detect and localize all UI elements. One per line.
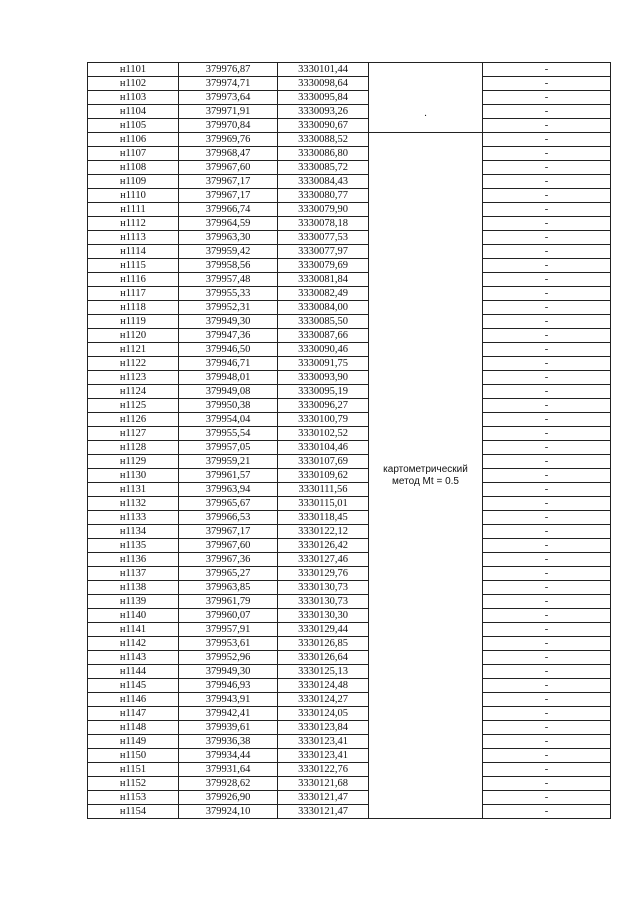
x-coordinate-cell: 379924,10	[179, 805, 278, 819]
note-cell: -	[483, 595, 611, 609]
y-coordinate-cell: 3330129,44	[278, 623, 369, 637]
x-coordinate-cell: 379934,44	[179, 749, 278, 763]
y-coordinate-cell: 3330090,46	[278, 343, 369, 357]
note-cell: -	[483, 609, 611, 623]
x-coordinate-cell: 379976,87	[179, 63, 278, 77]
point-id-cell: н1128	[88, 441, 179, 455]
x-coordinate-cell: 379971,91	[179, 105, 278, 119]
x-coordinate-cell: 379964,59	[179, 217, 278, 231]
note-cell: -	[483, 665, 611, 679]
table-row	[88, 427, 611, 441]
point-id-cell: н1125	[88, 399, 179, 413]
table-row	[88, 385, 611, 399]
point-id-cell: н1138	[88, 581, 179, 595]
x-coordinate-cell: 379954,04	[179, 413, 278, 427]
x-coordinate-cell: 379955,54	[179, 427, 278, 441]
stray-mark: ·	[423, 111, 428, 122]
x-coordinate-cell: 379969,76	[179, 133, 278, 147]
x-coordinate-cell: 379963,85	[179, 581, 278, 595]
x-coordinate-cell: 379974,71	[179, 77, 278, 91]
x-coordinate-cell: 379965,67	[179, 497, 278, 511]
point-id-cell: н1108	[88, 161, 179, 175]
y-coordinate-cell: 3330082,49	[278, 287, 369, 301]
y-coordinate-cell: 3330124,48	[278, 679, 369, 693]
coordinates-table	[87, 62, 611, 819]
point-id-cell: н1150	[88, 749, 179, 763]
note-cell: -	[483, 315, 611, 329]
table-row	[88, 469, 611, 483]
table-row	[88, 483, 611, 497]
table-row	[88, 231, 611, 245]
point-id-cell: н1140	[88, 609, 179, 623]
table-row	[88, 119, 611, 133]
note-cell: -	[483, 413, 611, 427]
y-coordinate-cell: 3330085,50	[278, 315, 369, 329]
point-id-cell: н1109	[88, 175, 179, 189]
y-coordinate-cell: 3330096,27	[278, 399, 369, 413]
note-cell: -	[483, 791, 611, 805]
table-row	[88, 567, 611, 581]
point-id-cell: н1110	[88, 189, 179, 203]
x-coordinate-cell: 379957,48	[179, 273, 278, 287]
point-id-cell: н1147	[88, 707, 179, 721]
note-cell: -	[483, 203, 611, 217]
table-row	[88, 637, 611, 651]
coordinates-table-body	[88, 63, 611, 819]
point-id-cell: н1152	[88, 777, 179, 791]
x-coordinate-cell: 379931,64	[179, 763, 278, 777]
point-id-cell: н1117	[88, 287, 179, 301]
point-id-cell: н1127	[88, 427, 179, 441]
note-cell: -	[483, 553, 611, 567]
point-id-cell: н1102	[88, 77, 179, 91]
note-cell: -	[483, 567, 611, 581]
table-row	[88, 455, 611, 469]
y-coordinate-cell: 3330130,73	[278, 595, 369, 609]
note-cell: -	[483, 273, 611, 287]
note-cell: -	[483, 259, 611, 273]
note-cell: -	[483, 539, 611, 553]
note-cell: -	[483, 679, 611, 693]
y-coordinate-cell: 3330125,13	[278, 665, 369, 679]
y-coordinate-cell: 3330102,52	[278, 427, 369, 441]
note-cell: -	[483, 511, 611, 525]
table-row	[88, 525, 611, 539]
point-id-cell: н1137	[88, 567, 179, 581]
x-coordinate-cell: 379952,96	[179, 651, 278, 665]
x-coordinate-cell: 379966,74	[179, 203, 278, 217]
table-row	[88, 413, 611, 427]
table-row	[88, 735, 611, 749]
y-coordinate-cell: 3330127,46	[278, 553, 369, 567]
x-coordinate-cell: 379928,62	[179, 777, 278, 791]
table-row	[88, 371, 611, 385]
note-cell: -	[483, 455, 611, 469]
y-coordinate-cell: 3330124,27	[278, 693, 369, 707]
y-coordinate-cell: 3330101,44	[278, 63, 369, 77]
note-cell: -	[483, 105, 611, 119]
table-row	[88, 77, 611, 91]
x-coordinate-cell: 379959,21	[179, 455, 278, 469]
note-cell: -	[483, 805, 611, 819]
note-cell: -	[483, 735, 611, 749]
table-row	[88, 623, 611, 637]
table-row	[88, 553, 611, 567]
table-row	[88, 791, 611, 805]
x-coordinate-cell: 379961,79	[179, 595, 278, 609]
y-coordinate-cell: 3330095,19	[278, 385, 369, 399]
point-id-cell: н1145	[88, 679, 179, 693]
x-coordinate-cell: 379967,17	[179, 525, 278, 539]
table-row	[88, 805, 611, 819]
point-id-cell: н1135	[88, 539, 179, 553]
y-coordinate-cell: 3330090,67	[278, 119, 369, 133]
y-coordinate-cell: 3330123,41	[278, 749, 369, 763]
y-coordinate-cell: 3330077,53	[278, 231, 369, 245]
x-coordinate-cell: 379967,60	[179, 539, 278, 553]
table-row	[88, 721, 611, 735]
y-coordinate-cell: 3330121,47	[278, 805, 369, 819]
y-coordinate-cell: 3330080,77	[278, 189, 369, 203]
note-cell: -	[483, 623, 611, 637]
point-id-cell: н1146	[88, 693, 179, 707]
point-id-cell: н1122	[88, 357, 179, 371]
note-cell: -	[483, 469, 611, 483]
table-row	[88, 301, 611, 315]
x-coordinate-cell: 379959,42	[179, 245, 278, 259]
point-id-cell: н1144	[88, 665, 179, 679]
table-row	[88, 245, 611, 259]
x-coordinate-cell: 379948,01	[179, 371, 278, 385]
note-cell: -	[483, 217, 611, 231]
point-id-cell: н1143	[88, 651, 179, 665]
x-coordinate-cell: 379947,36	[179, 329, 278, 343]
point-id-cell: н1121	[88, 343, 179, 357]
y-coordinate-cell: 3330111,56	[278, 483, 369, 497]
x-coordinate-cell: 379952,31	[179, 301, 278, 315]
note-cell: -	[483, 343, 611, 357]
method-cell-upper	[369, 63, 483, 133]
y-coordinate-cell: 3330077,97	[278, 245, 369, 259]
y-coordinate-cell: 3330129,76	[278, 567, 369, 581]
table-row	[88, 287, 611, 301]
note-cell: -	[483, 175, 611, 189]
point-id-cell: н1114	[88, 245, 179, 259]
table-row	[88, 693, 611, 707]
note-cell: -	[483, 581, 611, 595]
point-id-cell: н1116	[88, 273, 179, 287]
point-id-cell: н1129	[88, 455, 179, 469]
x-coordinate-cell: 379967,36	[179, 553, 278, 567]
x-coordinate-cell: 379943,91	[179, 693, 278, 707]
y-coordinate-cell: 3330126,64	[278, 651, 369, 665]
y-coordinate-cell: 3330115,01	[278, 497, 369, 511]
note-cell: -	[483, 777, 611, 791]
y-coordinate-cell: 3330084,00	[278, 301, 369, 315]
x-coordinate-cell: 379958,56	[179, 259, 278, 273]
table-row	[88, 329, 611, 343]
table-row	[88, 273, 611, 287]
table-row	[88, 147, 611, 161]
table-row	[88, 609, 611, 623]
x-coordinate-cell: 379960,07	[179, 609, 278, 623]
table-row	[88, 91, 611, 105]
x-coordinate-cell: 379967,17	[179, 175, 278, 189]
y-coordinate-cell: 3330122,76	[278, 763, 369, 777]
point-id-cell: н1111	[88, 203, 179, 217]
y-coordinate-cell: 3330078,18	[278, 217, 369, 231]
y-coordinate-cell: 3330118,45	[278, 511, 369, 525]
note-cell: -	[483, 245, 611, 259]
x-coordinate-cell: 379946,50	[179, 343, 278, 357]
x-coordinate-cell: 379949,08	[179, 385, 278, 399]
table-row	[88, 497, 611, 511]
note-cell: -	[483, 189, 611, 203]
y-coordinate-cell: 3330124,05	[278, 707, 369, 721]
table-row	[88, 343, 611, 357]
point-id-cell: н1112	[88, 217, 179, 231]
table-row	[88, 595, 611, 609]
y-coordinate-cell: 3330091,75	[278, 357, 369, 371]
note-cell: -	[483, 707, 611, 721]
x-coordinate-cell: 379926,90	[179, 791, 278, 805]
point-id-cell: н1139	[88, 595, 179, 609]
y-coordinate-cell: 3330121,68	[278, 777, 369, 791]
y-coordinate-cell: 3330095,84	[278, 91, 369, 105]
y-coordinate-cell: 3330126,85	[278, 637, 369, 651]
method-cell: картометрический метод Mt = 0.5	[369, 133, 483, 819]
note-cell: -	[483, 763, 611, 777]
point-id-cell: н1132	[88, 497, 179, 511]
table-row	[88, 539, 611, 553]
x-coordinate-cell: 379946,71	[179, 357, 278, 371]
point-id-cell: н1141	[88, 623, 179, 637]
note-cell: -	[483, 231, 611, 245]
table-row	[88, 777, 611, 791]
x-coordinate-cell: 379936,38	[179, 735, 278, 749]
note-cell: -	[483, 301, 611, 315]
x-coordinate-cell: 379961,57	[179, 469, 278, 483]
point-id-cell: н1105	[88, 119, 179, 133]
point-id-cell: н1104	[88, 105, 179, 119]
table-row	[88, 175, 611, 189]
table-row	[88, 665, 611, 679]
x-coordinate-cell: 379953,61	[179, 637, 278, 651]
note-cell: -	[483, 371, 611, 385]
y-coordinate-cell: 3330130,30	[278, 609, 369, 623]
point-id-cell: н1113	[88, 231, 179, 245]
point-id-cell: н1115	[88, 259, 179, 273]
point-id-cell: н1149	[88, 735, 179, 749]
x-coordinate-cell: 379968,47	[179, 147, 278, 161]
y-coordinate-cell: 3330084,43	[278, 175, 369, 189]
table-row	[88, 63, 611, 77]
y-coordinate-cell: 3330123,84	[278, 721, 369, 735]
table-row	[88, 441, 611, 455]
x-coordinate-cell: 379973,64	[179, 91, 278, 105]
x-coordinate-cell: 379970,84	[179, 119, 278, 133]
note-cell: -	[483, 357, 611, 371]
table-row	[88, 679, 611, 693]
note-cell: -	[483, 427, 611, 441]
note-cell: -	[483, 385, 611, 399]
point-id-cell: н1107	[88, 147, 179, 161]
note-cell: -	[483, 525, 611, 539]
table-row	[88, 581, 611, 595]
point-id-cell: н1130	[88, 469, 179, 483]
y-coordinate-cell: 3330079,90	[278, 203, 369, 217]
y-coordinate-cell: 3330123,41	[278, 735, 369, 749]
note-cell: -	[483, 651, 611, 665]
x-coordinate-cell: 379963,30	[179, 231, 278, 245]
y-coordinate-cell: 3330081,84	[278, 273, 369, 287]
table-row	[88, 133, 611, 147]
point-id-cell: н1154	[88, 805, 179, 819]
point-id-cell: н1136	[88, 553, 179, 567]
note-cell: -	[483, 147, 611, 161]
point-id-cell: н1123	[88, 371, 179, 385]
x-coordinate-cell: 379963,94	[179, 483, 278, 497]
y-coordinate-cell: 3330121,47	[278, 791, 369, 805]
x-coordinate-cell: 379942,41	[179, 707, 278, 721]
point-id-cell: н1120	[88, 329, 179, 343]
point-id-cell: н1124	[88, 385, 179, 399]
x-coordinate-cell: 379939,61	[179, 721, 278, 735]
y-coordinate-cell: 3330098,64	[278, 77, 369, 91]
y-coordinate-cell: 3330122,12	[278, 525, 369, 539]
point-id-cell: н1148	[88, 721, 179, 735]
y-coordinate-cell: 3330107,69	[278, 455, 369, 469]
table-row	[88, 707, 611, 721]
table-row	[88, 315, 611, 329]
y-coordinate-cell: 3330126,42	[278, 539, 369, 553]
note-cell: -	[483, 399, 611, 413]
y-coordinate-cell: 3330104,46	[278, 441, 369, 455]
point-id-cell: н1131	[88, 483, 179, 497]
note-cell: -	[483, 441, 611, 455]
table-row	[88, 203, 611, 217]
x-coordinate-cell: 379967,60	[179, 161, 278, 175]
point-id-cell: н1118	[88, 301, 179, 315]
table-row	[88, 357, 611, 371]
table-row	[88, 161, 611, 175]
x-coordinate-cell: 379949,30	[179, 665, 278, 679]
note-cell: -	[483, 483, 611, 497]
note-cell: -	[483, 749, 611, 763]
point-id-cell: н1134	[88, 525, 179, 539]
x-coordinate-cell: 379957,91	[179, 623, 278, 637]
point-id-cell: н1153	[88, 791, 179, 805]
note-cell: -	[483, 693, 611, 707]
y-coordinate-cell: 3330088,52	[278, 133, 369, 147]
point-id-cell: н1119	[88, 315, 179, 329]
x-coordinate-cell: 379946,93	[179, 679, 278, 693]
y-coordinate-cell: 3330100,79	[278, 413, 369, 427]
note-cell: -	[483, 133, 611, 147]
x-coordinate-cell: 379967,17	[179, 189, 278, 203]
x-coordinate-cell: 379949,30	[179, 315, 278, 329]
point-id-cell: н1142	[88, 637, 179, 651]
y-coordinate-cell: 3330109,62	[278, 469, 369, 483]
y-coordinate-cell: 3330093,90	[278, 371, 369, 385]
point-id-cell: н1133	[88, 511, 179, 525]
point-id-cell: н1151	[88, 763, 179, 777]
point-id-cell: н1101	[88, 63, 179, 77]
note-cell: -	[483, 77, 611, 91]
note-cell: -	[483, 329, 611, 343]
x-coordinate-cell: 379950,38	[179, 399, 278, 413]
x-coordinate-cell: 379966,53	[179, 511, 278, 525]
y-coordinate-cell: 3330085,72	[278, 161, 369, 175]
y-coordinate-cell: 3330087,66	[278, 329, 369, 343]
note-cell: -	[483, 721, 611, 735]
point-id-cell: н1106	[88, 133, 179, 147]
table-row	[88, 105, 611, 119]
table-row	[88, 511, 611, 525]
x-coordinate-cell: 379955,33	[179, 287, 278, 301]
table-row	[88, 763, 611, 777]
y-coordinate-cell: 3330130,73	[278, 581, 369, 595]
x-coordinate-cell: 379957,05	[179, 441, 278, 455]
table-row	[88, 189, 611, 203]
table-row	[88, 399, 611, 413]
note-cell: -	[483, 63, 611, 77]
table-row	[88, 259, 611, 273]
y-coordinate-cell: 3330086,80	[278, 147, 369, 161]
y-coordinate-cell: 3330079,69	[278, 259, 369, 273]
point-id-cell: н1103	[88, 91, 179, 105]
y-coordinate-cell: 3330093,26	[278, 105, 369, 119]
table-row	[88, 749, 611, 763]
table-row	[88, 651, 611, 665]
note-cell: -	[483, 161, 611, 175]
note-cell: -	[483, 91, 611, 105]
note-cell: -	[483, 119, 611, 133]
table-row	[88, 217, 611, 231]
note-cell: -	[483, 497, 611, 511]
point-id-cell: н1126	[88, 413, 179, 427]
x-coordinate-cell: 379965,27	[179, 567, 278, 581]
note-cell: -	[483, 637, 611, 651]
note-cell: -	[483, 287, 611, 301]
